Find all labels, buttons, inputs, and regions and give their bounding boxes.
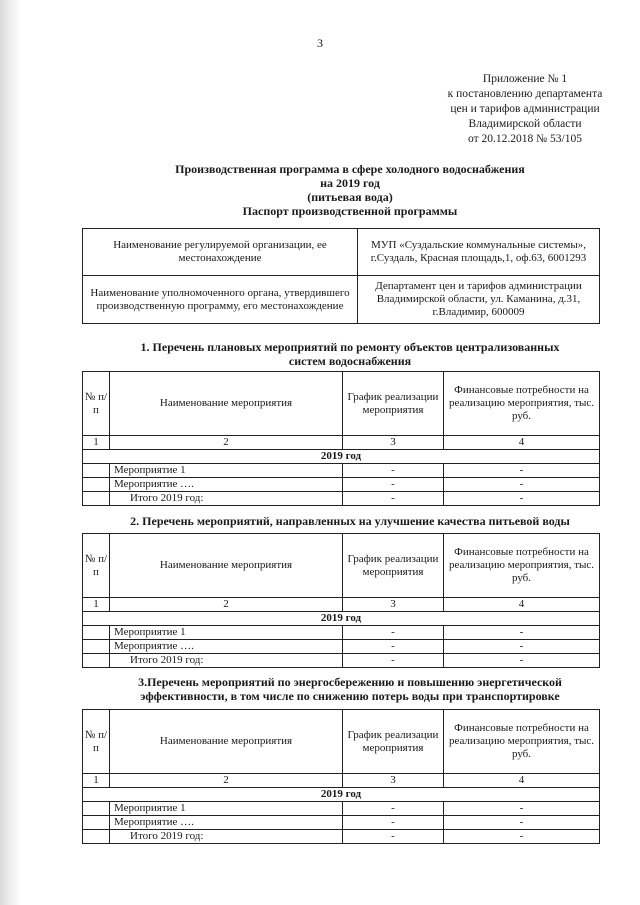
passport-row [83,276,600,324]
title-line: на 2019 год [320,176,380,190]
year-cell: 2019 год [83,450,600,464]
passport-table [82,228,600,324]
num-cell [83,492,110,506]
schedule-cell: - [343,830,444,844]
num-cell [83,802,110,816]
num-cell [83,816,110,830]
table-row [83,464,600,478]
column-number-row [83,774,600,788]
event-name: Мероприятие …. [110,640,343,654]
appendix-line: к постановлению департамента [447,88,603,100]
column-number: 3 [343,598,444,612]
schedule-cell: - [343,464,444,478]
events-table [82,709,600,844]
title-line: Паспорт производственной программы [242,204,458,218]
finance-cell: - [444,816,600,830]
finance-cell: - [444,492,600,506]
column-number: 1 [83,436,110,450]
appendix-line: цен и тарифов администрации [450,103,600,115]
num-cell [83,478,110,492]
appendix-line: Приложение № 1 [482,73,568,85]
num-cell [83,626,110,640]
finance-cell: - [444,626,600,640]
section-title-line: 2. Перечень мероприятий, направленных на улучшение качества питьевой воды [130,514,570,528]
title-line: Производственная программа в сфере холодного водоснабжения [175,162,525,176]
section-title [80,675,620,703]
year-row [83,450,600,464]
column-number-row [83,598,600,612]
total-label: Итого 2019 год: [110,654,343,668]
header-finance: Финансовые потребности на реализацию мероприятия, тыс. руб. [444,534,600,598]
passport-value: Департамент цен и тарифов администрации Владимирской области, ул. Каманина, д.31, г.Владимир, 600009 [358,276,600,324]
header-finance: Финансовые потребности на реализацию мероприятия, тыс. руб. [444,372,600,436]
header-schedule: График реализации мероприятия [343,534,444,598]
header-num: № п/п [83,372,110,436]
title-line: (питьевая вода) [307,190,393,204]
finance-cell: - [444,640,600,654]
finance-cell: - [444,830,600,844]
finance-cell: - [444,464,600,478]
appendix-block [420,72,630,147]
event-name: Мероприятие 1 [110,464,343,478]
year-cell: 2019 год [83,788,600,802]
column-number: 2 [110,598,343,612]
year-row [83,612,600,626]
column-number: 3 [343,774,444,788]
column-number: 4 [444,598,600,612]
passport-row [83,229,600,276]
num-cell [83,830,110,844]
section-title-line: 3.Перечень мероприятий по энергосбережению и повышению энергетической [138,675,562,689]
schedule-cell: - [343,802,444,816]
table-row [83,816,600,830]
column-number: 1 [83,774,110,788]
section-title [80,340,620,368]
num-cell [83,654,110,668]
total-row [83,654,600,668]
year-cell: 2019 год [83,612,600,626]
event-name: Мероприятие …. [110,478,343,492]
event-name: Мероприятие 1 [110,626,343,640]
schedule-cell: - [343,492,444,506]
column-number: 4 [444,436,600,450]
column-number: 4 [444,774,600,788]
table-row [83,802,600,816]
section-title-line: эффективности, в том числе по снижению потерь воды при транспортировке [140,689,560,703]
header-schedule: График реализации мероприятия [343,710,444,774]
column-number-row [83,436,600,450]
total-label: Итого 2019 год: [110,492,343,506]
passport-value: МУП «Суздальские коммунальные системы», г.Суздаль, Красная площадь,1, оф.63, 6001293 [358,229,600,276]
num-cell [83,640,110,654]
total-row [83,830,600,844]
table-row [83,626,600,640]
total-row [83,492,600,506]
finance-cell: - [444,802,600,816]
header-num: № п/п [83,710,110,774]
schedule-cell: - [343,478,444,492]
scan-edge [0,0,22,905]
header-name: Наименование мероприятия [110,534,343,598]
section-title-line: 1. Перечень плановых мероприятий по ремонту объектов централизованных [140,340,560,354]
events-table [82,371,600,506]
column-number: 1 [83,598,110,612]
events-table [82,533,600,668]
header-schedule: График реализации мероприятия [343,372,444,436]
finance-cell: - [444,478,600,492]
passport-label: Наименование регулируемой организации, ее местонахождение [83,229,358,276]
schedule-cell: - [343,816,444,830]
column-number: 2 [110,774,343,788]
appendix-line: Владимирской области [468,118,582,130]
appendix-line: от 20.12.2018 № 53/105 [468,133,582,145]
header-name: Наименование мероприятия [110,710,343,774]
year-row [83,788,600,802]
finance-cell: - [444,654,600,668]
schedule-cell: - [343,654,444,668]
column-number: 2 [110,436,343,450]
header-num: № п/п [83,534,110,598]
section-title [80,514,620,528]
column-number: 3 [343,436,444,450]
document-title [100,162,600,218]
total-label: Итого 2019 год: [110,830,343,844]
header-row [83,372,600,436]
table-row [83,640,600,654]
schedule-cell: - [343,626,444,640]
header-row [83,534,600,598]
num-cell [83,464,110,478]
header-name: Наименование мероприятия [110,372,343,436]
event-name: Мероприятие …. [110,816,343,830]
table-row [83,478,600,492]
schedule-cell: - [343,640,444,654]
passport-label: Наименование уполномоченного органа, утвердившего производственную программу, его местонахождение [83,276,358,324]
page-number: 3 [317,36,323,50]
header-finance: Финансовые потребности на реализацию мероприятия, тыс. руб. [444,710,600,774]
event-name: Мероприятие 1 [110,802,343,816]
section-title-line: систем водоснабжения [288,354,412,368]
header-row [83,710,600,774]
